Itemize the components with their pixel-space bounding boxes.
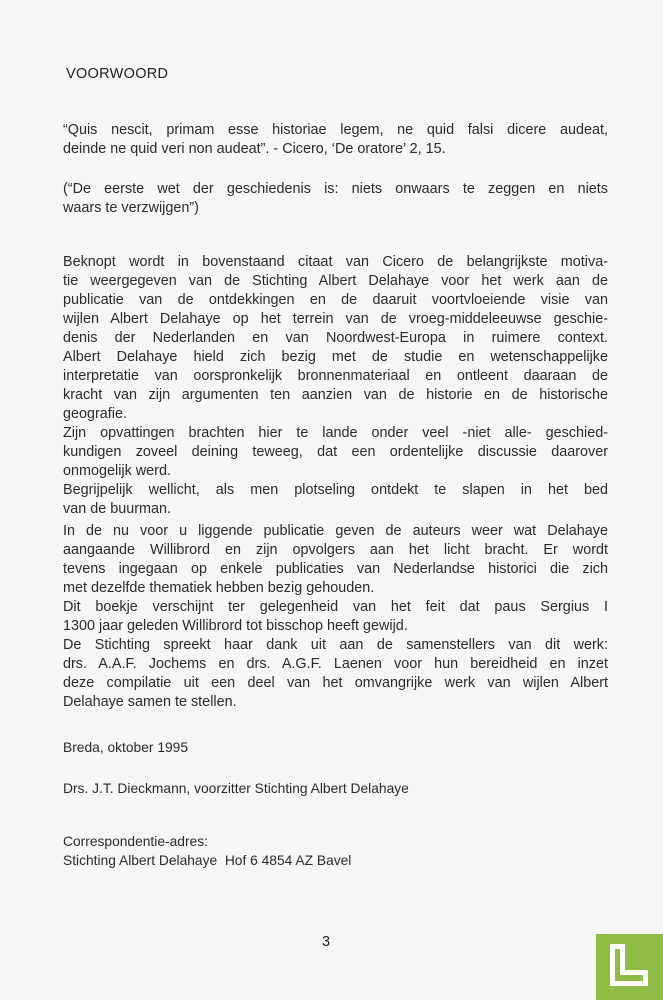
translation-line: (“De eerste wet der geschiedenis is: niets onwaars te zeggen en niets [63, 181, 608, 197]
paragraph-line: kracht van zijn argumenten ten aanzien van de historie en de historische [63, 387, 608, 403]
paragraph-line: interpretatie van oorspronkelijk bronnenmateriaal en ontleent daaraan de [63, 368, 608, 384]
paragraph-line: Begrijpelijk wellicht, als men plotseling ontdekt te slapen in het bed [63, 482, 608, 498]
place-date [63, 738, 608, 757]
correspondence-label: Correspondentie-adres: [63, 834, 208, 849]
quote-line: “Quis nescit, primam esse historiae legem, ne quid falsi dicere audeat, [63, 122, 608, 138]
paragraph-intro [63, 253, 608, 519]
page-title: VOORWOORD [66, 66, 169, 82]
quote-line: deinde ne quid veri non audeat”. - Cicero, ‘De oratore’ 2, 15. [63, 141, 446, 157]
correspondence-address: Stichting Albert Delahaye Hof 6 4854 AZ Bavel [63, 853, 352, 868]
paragraph-line: aangaande Willibrord en zijn opvolgers aan het licht bracht. Er wordt [63, 542, 608, 558]
paragraph-publication [63, 522, 608, 712]
paragraph-line: drs. A.A.F. Jochems en drs. A.G.F. Laenen voor hun bereidheid en inzet [63, 656, 608, 672]
place-date-text: Breda, oktober 1995 [63, 740, 189, 755]
paragraph-line: Zijn opvattingen brachten hier te lande onder veel -niet alle- geschied- [63, 425, 608, 441]
paragraph-line: onmogelijk werd. [63, 463, 171, 479]
paragraph-line: In de nu voor u liggende publicatie geven de auteurs weer wat Delahaye [63, 523, 608, 539]
signature-text: Drs. J.T. Dieckmann, voorzitter Stichting Albert Delahaye [63, 781, 409, 796]
paragraph-line: Albert Delahaye hield zich bezig met de studie en wetenschappelijke [63, 349, 608, 365]
paragraph-line: Dit boekje verschijnt ter gelegenheid van het feit dat paus Sergius I [63, 599, 608, 615]
page-number: 3 [322, 934, 331, 950]
paragraph-line: tevens ingegaan op enkele publicaties van Nederlandse historici die zich [63, 561, 608, 577]
paragraph-line: deze compilatie uit een deel van het omvangrijke werk van wijlen Albert [63, 675, 608, 691]
paragraph-line: Delahaye samen te stellen. [63, 694, 237, 710]
paragraph-line: De Stichting spreekt haar dank uit aan de samenstellers van dit werk: [63, 637, 608, 653]
paragraph-line: publicatie van de ontdekkingen en de daaruit voortvloeiende visie van [63, 292, 608, 308]
quote-translation [63, 180, 608, 218]
paragraph-line: van de buurman. [63, 501, 172, 517]
paragraph-line: met dezelfde thematiek hebben bezig gehouden. [63, 580, 375, 596]
paragraph-line: denis der Nederlanden en van Noordwest-Europa in ruimere context. [63, 330, 608, 346]
translation-line: waars te verzwijgen”) [63, 200, 199, 216]
signature [63, 779, 608, 798]
paragraph-line: wijlen Albert Delahaye op het terrein van de vroeg-middeleeuwse geschie- [63, 311, 608, 327]
paragraph-line: tie weergegeven van de Stichting Albert Delahaye voor het werk aan de [63, 273, 608, 289]
green-corner-logo-icon [596, 934, 663, 1000]
paragraph-line: 1300 jaar geleden Willibrord tot bisschop heeft gewijd. [63, 618, 408, 634]
paragraph-line: kundigen zoveel deining teweeg, dat een ordentelijke discussie daarover [63, 444, 608, 460]
latin-quote [63, 121, 608, 159]
paragraph-line: Beknopt wordt in bovenstaand citaat van Cicero de belangrijkste motiva- [63, 254, 608, 270]
correspondence-address-block [63, 832, 608, 870]
paragraph-line: geografie. [63, 406, 128, 422]
